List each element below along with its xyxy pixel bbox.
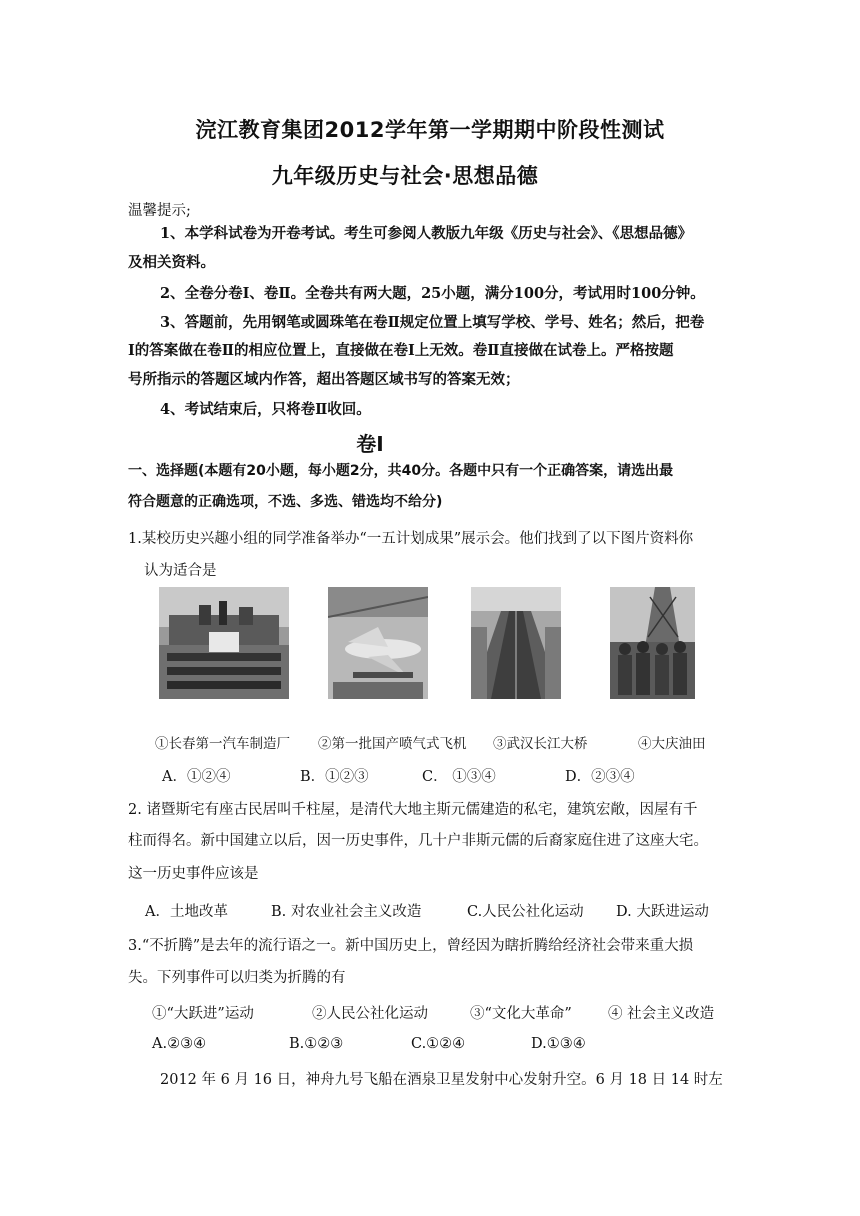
q3-item-2: ②人民公社化运动 [312,1006,428,1022]
photo-changchun-factory [159,587,289,699]
q3-items [0,1002,860,1022]
section-title: 卷Ⅰ [356,432,384,456]
q1-option-a: A．①②④ [162,769,231,785]
q3-option-d: D.①③④ [531,1036,586,1052]
photo-daqing-oilfield [610,587,695,699]
notice-item-3-cont-1: Ⅰ的答案做在卷Ⅱ的相应位置上，直接做在卷Ⅰ上无效。卷Ⅱ直接做在试卷上。严格按题 [128,342,674,359]
q2-option-d: D. 大跃进运动 [616,904,709,920]
q3-item-1: ①“大跃进”运动 [152,1006,254,1022]
q1-option-d: D．②③④ [565,769,635,785]
notice-item-1-cont: 及相关资料。 [128,254,215,271]
q2-option-a: A．土地改革 [145,904,228,920]
exam-title: 浣江教育集团2012学年第一学期期中阶段性测试 [195,118,665,142]
q2-stem-cont-1: 柱而得名。新中国建立以后，因一历史事件，几十户非斯元儒的后裔家庭住进了这座大宅。 [128,833,708,849]
q3-item-4: ④ 社会主义改造 [608,1006,715,1022]
notice-item-1: 1、本学科试卷为开卷考试。考生可参阅人教版九年级《历史与社会》、《思想品德》 [160,225,693,242]
q3-option-c: C.①②④ [411,1036,466,1052]
q3-option-b: B.①②③ [289,1036,344,1052]
notice-item-3: 3、答题前，先用钢笔或圆珠笔在卷Ⅱ规定位置上填写学校、学号、姓名；然后，把卷 [160,314,705,331]
exam-subtitle: 九年级历史与社会·思想品德 [271,164,539,188]
photo-jet-aircraft [328,587,428,699]
photo-wuhan-bridge [471,587,561,699]
q2-options [0,900,860,920]
caption-photo-4: ④大庆油田 [638,736,706,752]
q4-lead: 2012 年 6 月 16 日，神舟九号飞船在酒泉卫星发射中心发射升空。6 月 18 日 14 时左 [160,1072,723,1088]
section-instructions: 一、选择题(本题有20小题，每小题2分，共40分。各题中只有一个正确答案，请选出最 [128,463,674,479]
q3-stem: 3.“不折腾”是去年的流行语之一。新中国历史上，曾经因为瞎折腾给经济社会带来重大损 [128,938,694,954]
q1-stem-cont: 认为适合是 [144,563,217,579]
caption-photo-2: ②第一批国产喷气式飞机 [318,736,467,752]
q3-item-3: ③“文化大革命” [470,1006,572,1022]
q3-options [0,1036,860,1056]
caption-photo-3: ③武汉长江大桥 [493,736,588,752]
caption-photo-1: ①长春第一汽车制造厂 [155,736,290,752]
notice-heading: 温馨提示; [128,203,191,219]
q1-option-b: B．①②③ [300,769,369,785]
notice-item-2: 2、全卷分卷Ⅰ、卷Ⅱ。全卷共有两大题，25小题，满分100分，考试用时100分钟。 [160,285,705,302]
q1-stem: 1.某校历史兴趣小组的同学准备举办“一五计划成果”展示会。他们找到了以下图片资料你 [128,531,694,547]
q3-option-a: A.②③④ [152,1036,207,1052]
q2-stem: 2. 诸暨斯宅有座古民居叫千柱屋，是清代大地主斯元儒建造的私宅，建筑宏敞，因屋有千 [128,802,698,818]
notice-item-4: 4、考试结束后，只将卷Ⅱ收回。 [160,401,371,418]
section-instructions-cont: 符合题意的正确选项，不选、多选、错选均不给分) [128,494,443,510]
q3-stem-cont: 失。下列事件可以归类为折腾的有 [128,970,346,986]
q2-option-c: C.人民公社化运动 [467,904,584,920]
q1-options [0,765,860,785]
notice-item-3-cont-2: 号所指示的答题区域内作答，超出答题区域书写的答案无效； [128,371,520,388]
q2-stem-cont-2: 这一历史事件应该是 [128,866,259,882]
q2-option-b: B. 对农业社会主义改造 [271,904,422,920]
q1-option-c: C． ①③④ [422,769,496,785]
